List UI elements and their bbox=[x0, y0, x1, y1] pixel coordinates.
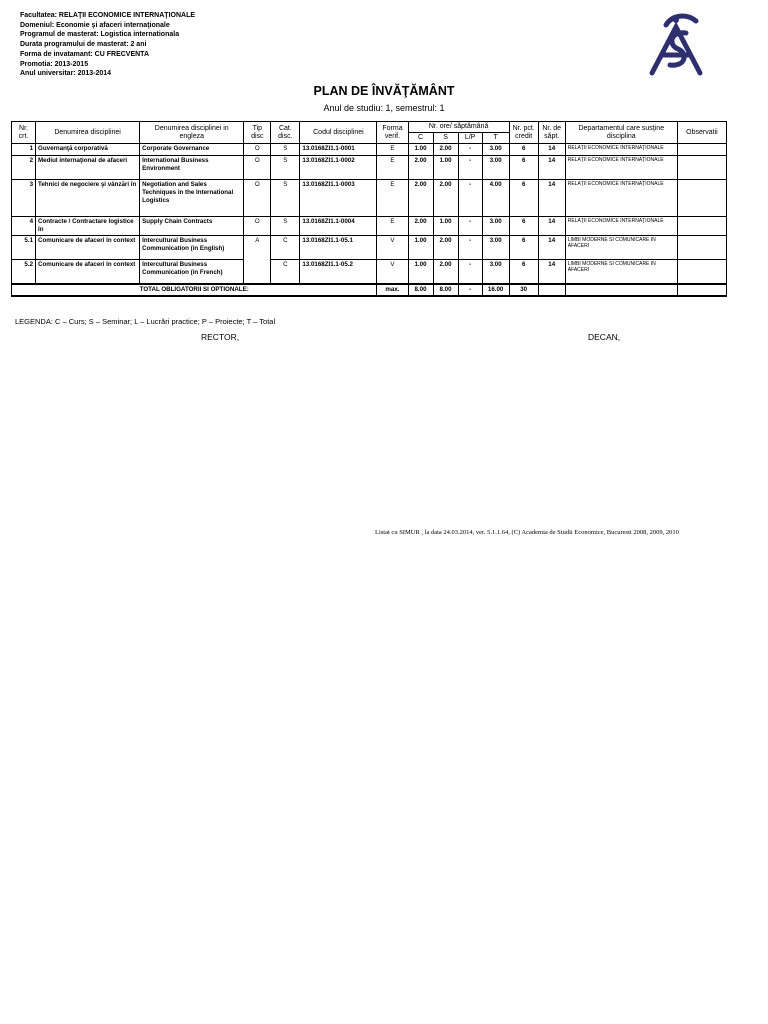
row-weeks: 14 bbox=[538, 144, 565, 156]
row-department: RELAŢII ECONOMICE INTERNAŢIONALE bbox=[565, 144, 677, 156]
row-weeks: 14 bbox=[538, 156, 565, 180]
totals-label: TOTAL OBLIGATORII SI OPTIONALE: bbox=[12, 284, 377, 296]
row-credits: 6 bbox=[509, 156, 538, 180]
row-department: RELAŢII ECONOMICE INTERNAŢIONALE bbox=[565, 156, 677, 180]
row-department: LIMBI MODERNE SI COMUNICARE IN AFACERI bbox=[565, 260, 677, 284]
row-nr: 2 bbox=[12, 156, 36, 180]
row-c: 2.00 bbox=[408, 180, 433, 217]
duration-line: Durata programului de masterat: 2 ani bbox=[20, 41, 147, 49]
promotion-line: Promotia: 2013-2015 bbox=[20, 60, 89, 68]
row-cat: C bbox=[271, 260, 300, 284]
row-t: 3.00 bbox=[482, 144, 509, 156]
row-name: Mediul internaţional de afaceri bbox=[36, 156, 140, 180]
row-c: 2.00 bbox=[408, 217, 433, 236]
row-name: Guvernanţă corporativă bbox=[36, 144, 140, 156]
row-verif: E bbox=[377, 144, 408, 156]
program-line: Programul de masterat: Logistica internationala bbox=[20, 31, 180, 39]
row-type: A bbox=[244, 236, 271, 284]
col-hours-header: Nr. ore/ săptămână bbox=[408, 122, 509, 133]
totals-department bbox=[565, 284, 677, 296]
table-row bbox=[12, 236, 727, 260]
row-s: 1.00 bbox=[433, 217, 458, 236]
row-weeks: 14 bbox=[538, 217, 565, 236]
col-t-header: T bbox=[482, 133, 509, 144]
row-nr: 5.1 bbox=[12, 236, 36, 260]
table-row bbox=[12, 180, 727, 217]
col-lp-header: L/P bbox=[458, 133, 482, 144]
row-notes bbox=[677, 144, 726, 156]
row-c: 1.00 bbox=[408, 260, 433, 284]
study-form-line: Forma de invatamant: CU FRECVENTA bbox=[20, 50, 149, 58]
row-s: 2.00 bbox=[433, 260, 458, 284]
row-c: 1.00 bbox=[408, 236, 433, 260]
row-nr: 4 bbox=[12, 217, 36, 236]
row-cat: S bbox=[271, 156, 300, 180]
row-lp: - bbox=[458, 156, 482, 180]
totals-lp: - bbox=[458, 284, 482, 296]
row-code: 13.0168ZI1.1-05.2 bbox=[300, 260, 377, 284]
row-department: RELAŢII ECONOMICE INTERNAŢIONALE bbox=[565, 217, 677, 236]
row-verif: E bbox=[377, 180, 408, 217]
row-weeks: 14 bbox=[538, 180, 565, 217]
row-verif: E bbox=[377, 156, 408, 180]
row-credits: 6 bbox=[509, 217, 538, 236]
faculty-line: Facultatea: RELAŢII ECONOMICE INTERNAŢIONALE bbox=[20, 12, 196, 19]
row-type: O bbox=[244, 156, 271, 180]
row-code: 13.0168ZI1.1-0002 bbox=[300, 156, 377, 180]
row-type: O bbox=[244, 180, 271, 217]
totals-t: 16.00 bbox=[482, 284, 509, 296]
page-title: PLAN DE ÎNVĂŢĂMÂNT bbox=[313, 84, 455, 98]
table-row bbox=[12, 217, 727, 236]
table-row bbox=[12, 144, 727, 156]
row-lp: - bbox=[458, 144, 482, 156]
row-verif: V bbox=[377, 236, 408, 260]
row-verif: V bbox=[377, 260, 408, 284]
col-notes-header: Observatii bbox=[677, 122, 726, 144]
row-credits: 6 bbox=[509, 260, 538, 284]
col-nr-header: Nr. crt. bbox=[12, 122, 36, 144]
row-department: LIMBI MODERNE SI COMUNICARE IN AFACERI bbox=[565, 236, 677, 260]
row-type: O bbox=[244, 144, 271, 156]
col-name-header: Denumirea disciplinei bbox=[36, 122, 140, 144]
totals-weeks bbox=[538, 284, 565, 296]
print-footer: Listat cu SIMUR , la data 24.03.2014, ver. 5.1.1.64, (C) Academia de Studii Economice, Bucuresti 2008, 2009, 2010 bbox=[375, 529, 679, 536]
curriculum-table bbox=[11, 121, 727, 297]
row-t: 3.00 bbox=[482, 260, 509, 284]
row-name: Contracte / Contractare logistice în bbox=[36, 217, 140, 236]
col-type-header: Tip disc bbox=[244, 122, 271, 144]
row-name: Comunicare de afaceri în context bbox=[36, 260, 140, 284]
row-name-en: Supply Chain Contracts bbox=[140, 217, 244, 236]
academic-year-line: Anul universitar: 2013-2014 bbox=[20, 70, 112, 78]
row-lp: - bbox=[458, 180, 482, 217]
row-lp: - bbox=[458, 236, 482, 260]
header-info bbox=[20, 11, 195, 79]
totals-s: 8.00 bbox=[433, 284, 458, 296]
row-c: 1.00 bbox=[408, 144, 433, 156]
col-c-header: C bbox=[408, 133, 433, 144]
totals-credits: 30 bbox=[509, 284, 538, 296]
table-row bbox=[12, 156, 727, 180]
row-t: 3.00 bbox=[482, 217, 509, 236]
row-nr: 3 bbox=[12, 180, 36, 217]
row-s: 2.00 bbox=[433, 144, 458, 156]
row-cat: S bbox=[271, 144, 300, 156]
decan-signature-label: DECAN, bbox=[588, 332, 621, 342]
row-type: O bbox=[244, 217, 271, 236]
row-credits: 6 bbox=[509, 180, 538, 217]
col-name-en-header: Denumirea disciplinei in engleza bbox=[140, 122, 244, 144]
row-cat: C bbox=[271, 236, 300, 260]
col-verif-header: Forma verif. bbox=[377, 122, 408, 144]
rector-signature-label: RECTOR, bbox=[201, 332, 240, 342]
row-notes bbox=[677, 156, 726, 180]
col-code-header: Codul disciplinei bbox=[300, 122, 377, 144]
ase-logo-icon bbox=[642, 11, 710, 83]
domain-line: Domeniul: Economie şi afaceri internaţionale bbox=[20, 21, 170, 29]
row-name-en: International Business Environment bbox=[140, 156, 244, 180]
row-s: 2.00 bbox=[433, 236, 458, 260]
row-nr: 1 bbox=[12, 144, 36, 156]
row-name: Tehnici de negociere şi vânzări în bbox=[36, 180, 140, 217]
col-weeks-header: Nr. de săpt. bbox=[538, 122, 565, 144]
totals-row bbox=[12, 284, 727, 296]
row-weeks: 14 bbox=[538, 260, 565, 284]
table-row bbox=[12, 260, 727, 284]
table-header-row bbox=[12, 122, 727, 133]
row-name-en: Corporate Governance bbox=[140, 144, 244, 156]
row-t: 3.00 bbox=[482, 236, 509, 260]
row-s: 2.00 bbox=[433, 180, 458, 217]
row-notes bbox=[677, 236, 726, 260]
row-verif: E bbox=[377, 217, 408, 236]
row-nr: 5.2 bbox=[12, 260, 36, 284]
row-department: RELAŢII ECONOMICE INTERNAŢIONALE bbox=[565, 180, 677, 217]
totals-max: max. bbox=[377, 284, 408, 296]
row-s: 1.00 bbox=[433, 156, 458, 180]
row-credits: 6 bbox=[509, 144, 538, 156]
col-credits-header: Nr. pct. credit bbox=[509, 122, 538, 144]
row-code: 13.0168ZI1.1-0001 bbox=[300, 144, 377, 156]
row-t: 3.00 bbox=[482, 156, 509, 180]
row-name-en: Intercultural Business Communication (in English) bbox=[140, 236, 244, 260]
legend: LEGENDA: C – Curs; S – Seminar; L – Lucrări practice; P – Proiecte; T – Total bbox=[15, 317, 276, 326]
row-name-en: Negotiation and Sales Techniques in the International Logistics bbox=[140, 180, 244, 217]
row-code: 13.0168ZI1.1-05.1 bbox=[300, 236, 377, 260]
row-name: Comunicare de afaceri în context bbox=[36, 236, 140, 260]
row-credits: 6 bbox=[509, 236, 538, 260]
col-cat-header: Cat. disc. bbox=[271, 122, 300, 144]
row-lp: - bbox=[458, 217, 482, 236]
row-name-en: Intercultural Business Communication (in French) bbox=[140, 260, 244, 284]
row-notes bbox=[677, 180, 726, 217]
row-code: 13.0168ZI1.1-0003 bbox=[300, 180, 377, 217]
col-s-header: S bbox=[433, 133, 458, 144]
totals-notes bbox=[677, 284, 726, 296]
row-notes bbox=[677, 260, 726, 284]
col-department-header: Departamentul care susţine disciplina bbox=[565, 122, 677, 144]
totals-c: 8.00 bbox=[408, 284, 433, 296]
row-t: 4.00 bbox=[482, 180, 509, 217]
row-weeks: 14 bbox=[538, 236, 565, 260]
row-c: 2.00 bbox=[408, 156, 433, 180]
row-notes bbox=[677, 217, 726, 236]
row-lp: - bbox=[458, 260, 482, 284]
row-code: 13.0168ZI1.1-0004 bbox=[300, 217, 377, 236]
row-cat: S bbox=[271, 180, 300, 217]
page-subtitle: Anul de studiu: 1, semestrul: 1 bbox=[323, 103, 445, 113]
row-cat: S bbox=[271, 217, 300, 236]
